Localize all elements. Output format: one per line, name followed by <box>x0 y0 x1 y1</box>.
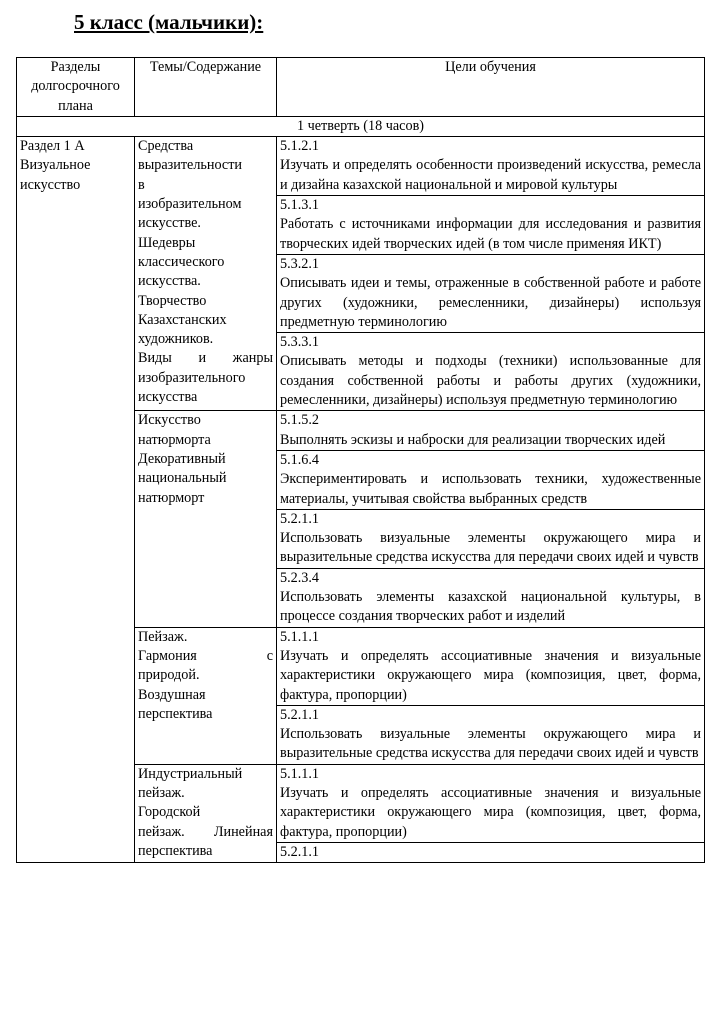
topic-line: Пейзаж. <box>138 628 188 645</box>
goal-text: Описывать методы и подходы (техники) использованные для создания собственной работы и работы других (художники, ремесленники, дизайнеры) используя предметную терминологию <box>280 353 701 409</box>
header-sections: Разделы долгосрочного плана <box>17 58 135 117</box>
header-goals: Цели обучения <box>277 58 705 117</box>
goal-text: Экспериментировать и использовать техники, художественные материалы, учитывая свойства выбранных средств <box>280 471 701 507</box>
topic-line: искусства. <box>138 273 201 290</box>
topic-line: Шедевры <box>138 234 196 251</box>
topic-line: натюрморта <box>138 431 211 448</box>
topic-line: искусства <box>138 389 198 406</box>
goal-cell <box>277 764 705 842</box>
topic-line: Декоративный <box>138 450 226 467</box>
goal-text: Работать с источниками информации для исследования и развития творческих идей творческих идей (в том числе применяя ИКТ) <box>280 216 701 252</box>
topic-line: природой. <box>138 667 200 684</box>
topic-line: Виды и жанры <box>138 350 273 367</box>
goal-code: 5.2.1.1 <box>280 843 320 860</box>
goal-cell <box>277 333 705 411</box>
goal-code: 5.1.2.1 <box>280 138 320 155</box>
quarter-label: 1 четверть (18 часов) <box>17 116 705 136</box>
goal-cell <box>277 568 705 627</box>
topic-line: пейзаж. <box>138 784 185 801</box>
goal-code: 5.1.5.2 <box>280 412 320 429</box>
goal-text: Использовать визуальные элементы окружающего мира и выразительные средства искусства для передачи своих идей и чувств <box>280 726 701 762</box>
topic-line: Творчество <box>138 292 207 309</box>
topic-line: изобразительном <box>138 196 242 213</box>
goal-cell <box>277 411 705 451</box>
topic-line: Воздушная <box>138 686 206 703</box>
topic-cell <box>135 411 277 627</box>
goal-text: Изучать и определять особенности произведений искусства, ремесла и дизайна казахской национальной и мировой культуры <box>280 157 701 193</box>
goal-cell <box>277 509 705 568</box>
topic-cell <box>135 764 277 862</box>
topic-line: Средства <box>138 138 194 155</box>
topic-line: классического <box>138 253 225 270</box>
goal-code: 5.3.2.1 <box>280 255 320 272</box>
goal-text: Использовать визуальные элементы окружающего мира и выразительные средства искусства для передачи своих идей и чувств <box>280 530 701 566</box>
goal-text: Описывать идеи и темы, отраженные в собственной работе и работе других (художники, ремесленники, дизайнеры) используя предметную терминологию <box>280 275 701 330</box>
page-title: 5 класс (мальчики): <box>74 10 264 34</box>
goal-cell <box>277 254 705 332</box>
quarter-row <box>17 116 705 136</box>
header-topics: Темы/Содержание <box>135 58 277 117</box>
goal-cell <box>277 627 705 705</box>
section-cell: Раздел 1 А Визуальное искусство <box>17 137 135 863</box>
goal-cell <box>277 842 705 862</box>
long-term-plan-table <box>16 57 705 863</box>
goal-code: 5.1.6.4 <box>280 451 320 468</box>
goal-code: 5.3.3.1 <box>280 334 320 351</box>
goal-code: 5.2.1.1 <box>280 706 320 723</box>
plan-body <box>17 137 705 863</box>
topic-line: Индустриальный <box>138 765 243 782</box>
table-header-row <box>17 58 705 117</box>
topic-line: выразительности <box>138 157 242 174</box>
topic-line: перспектива <box>138 842 213 859</box>
goal-text: Изучать и определять ассоциативные значения и визуальные характеристики окружающего мира (композиция, цвет, форма, фактура, пропорции) <box>280 784 701 840</box>
topic-line: Городской <box>138 804 201 821</box>
goal-text: Выполнять эскизы и наброски для реализации творческих идей <box>280 431 666 448</box>
topic-line: в <box>138 176 145 193</box>
goal-text: Изучать и определять ассоциативные значения и визуальные характеристики окружающего мира (композиция, цвет, форма, фактура, пропорции) <box>280 647 701 703</box>
topic-line: искусстве. <box>138 215 201 232</box>
topic-line: натюрморт <box>138 489 205 506</box>
topic-line: изобразительного <box>138 369 246 386</box>
goal-cell <box>277 450 705 509</box>
goal-code: 5.2.3.4 <box>280 569 320 586</box>
goal-code: 5.1.1.1 <box>280 628 320 645</box>
table-row <box>17 137 705 196</box>
topic-cell <box>135 137 277 411</box>
topic-line: Искусство <box>138 412 201 429</box>
goal-cell <box>277 705 705 764</box>
goal-cell <box>277 196 705 255</box>
goal-code: 5.1.3.1 <box>280 197 320 214</box>
topic-line: национальный <box>138 470 227 487</box>
topic-line: пейзаж. Линейная <box>138 823 273 840</box>
topic-cell <box>135 627 277 764</box>
topic-line: Казахстанских <box>138 311 227 328</box>
topic-line: Гармония с <box>138 647 273 664</box>
goal-cell <box>277 137 705 196</box>
goal-text: Использовать элементы казахской национальной культуры, в процессе создания творческих работ и изделий <box>280 589 701 625</box>
topic-line: художников. <box>138 331 214 348</box>
goal-code: 5.2.1.1 <box>280 510 320 527</box>
topic-line: перспектива <box>138 705 213 722</box>
goal-code: 5.1.1.1 <box>280 765 320 782</box>
